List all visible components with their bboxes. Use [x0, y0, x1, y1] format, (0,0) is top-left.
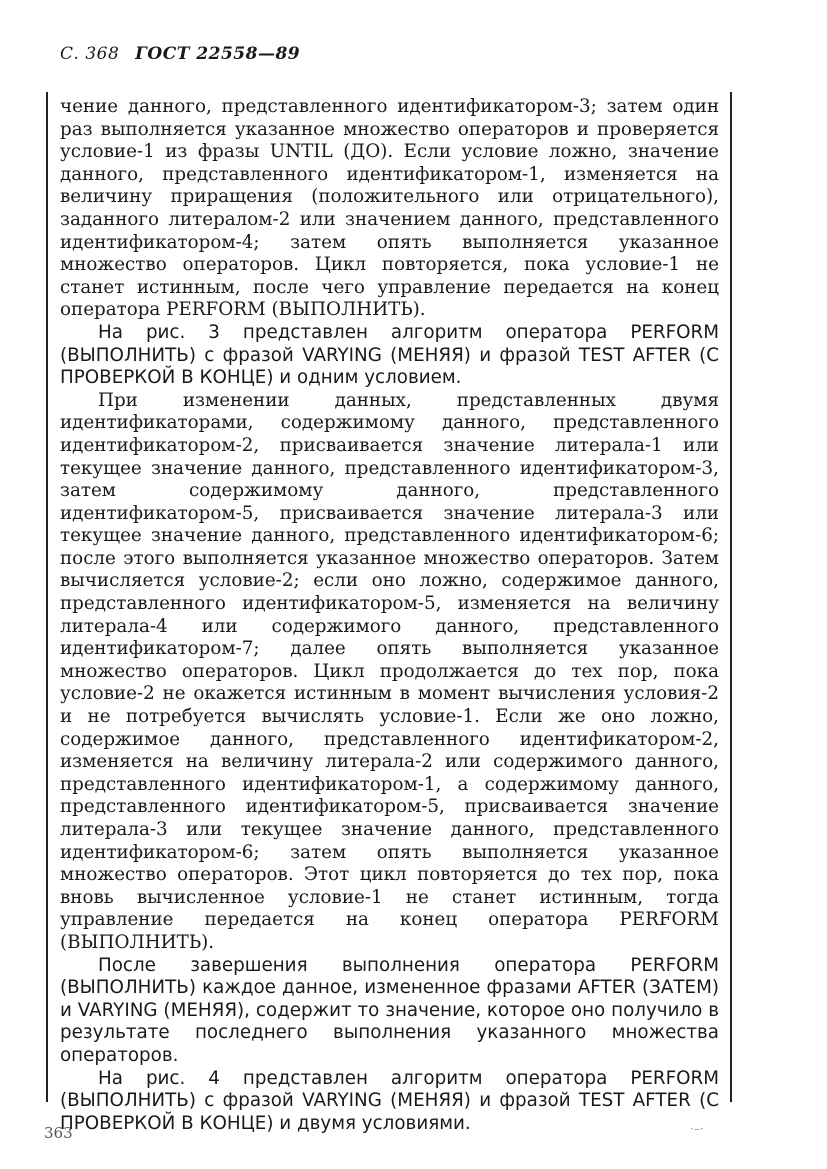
- paragraph-two-identifiers: При изменении данных, представленных двумя идентификаторами, содержимому данного, представленного идентификатором-2, присваивается значение литерала-1 или текущее значение данного, представленного идентификатором-3, затем содержимому данного, представленного идентификатором-5, присваивается значение литерала-3 или текущее значение данного, представленного идентификатором-6; после этого выполняется указанное множество операторов. Затем вычисляется условие-2; если оно ложно, содержимое данного, представленного идентификатором-5, изменяется на величину литерала-4 или содержимого данного, представленного идентификатором-7; далее опять выполняется указанное множество операторов. Цикл продолжается до тех пор, пока условие-2 не окажется истинным в момент вычисления условия-2 и не потребуется вычислять условие-1. Если же оно ложно, содержимое данного, представленного идентификатором-2, изменяется на величину литерала-2 или содержимого данного, представленного идентификатором-1, а содержимому данного, представленного идентификатором-5, присваивается значение литерала-3 или текущее значение данного, представленного идентификатором-6; затем опять выполняется указанное множество операторов. Этот цикл повторяется до тех пор, пока вновь вычисленное условие-1 не станет истинным, тогда управление передается на конец оператора PERFORM (ВЫПОЛНИТЬ).: [60, 389, 719, 953]
- page-reference: С. 368: [60, 44, 120, 64]
- paragraph-after-completion: После завершения выполнения оператора PERFORM (ВЫПОЛНИТЬ) каждое данное, измененное фразами AFTER (ЗАТЕМ) и VARYING (МЕНЯЯ), содержит то значение, которое оно получило в результате последнего выполнения указанного множества операторов.: [60, 954, 719, 1066]
- standard-designation: ГОСТ 22558—89: [135, 44, 301, 64]
- scan-mark: ·–·: [690, 1122, 704, 1136]
- running-header: [60, 44, 300, 64]
- body-text: [60, 96, 719, 1135]
- paragraph-figure-4-reference: На рис. 4 представлен алгоритм оператора PERFORM (ВЫПОЛНИТЬ) с фразой VARYING (МЕНЯЯ) и фразой TEST AFTER (С ПРОВЕРКОЙ В КОНЦЕ) и двумя условиями.: [60, 1067, 719, 1134]
- page-number: 363: [44, 1124, 73, 1142]
- paragraph-continuation: чение данного, представленного идентификатором-3; затем один раз выполняется указанное множество операторов и проверяется условие-1 из фразы UNTIL (ДО). Если условие ложно, значение данного, представленного идентификатором-1, изменяется на величину приращения (положительного или отрицательного), заданного литералом-2 или значением данного, представленного идентификатором-4; затем опять выполняется указанное множество операторов. Цикл повторяется, пока условие-1 не станет истинным, после чего управление передается на конец оператора PERFORM (ВЫПОЛНИТЬ).: [60, 96, 719, 321]
- paragraph-figure-3-reference: На рис. 3 представлен алгоритм оператора PERFORM (ВЫПОЛНИТЬ) с фразой VARYING (МЕНЯЯ) и фразой TEST AFTER (С ПРОВЕРКОЙ В КОНЦЕ) и одним условием.: [60, 321, 719, 389]
